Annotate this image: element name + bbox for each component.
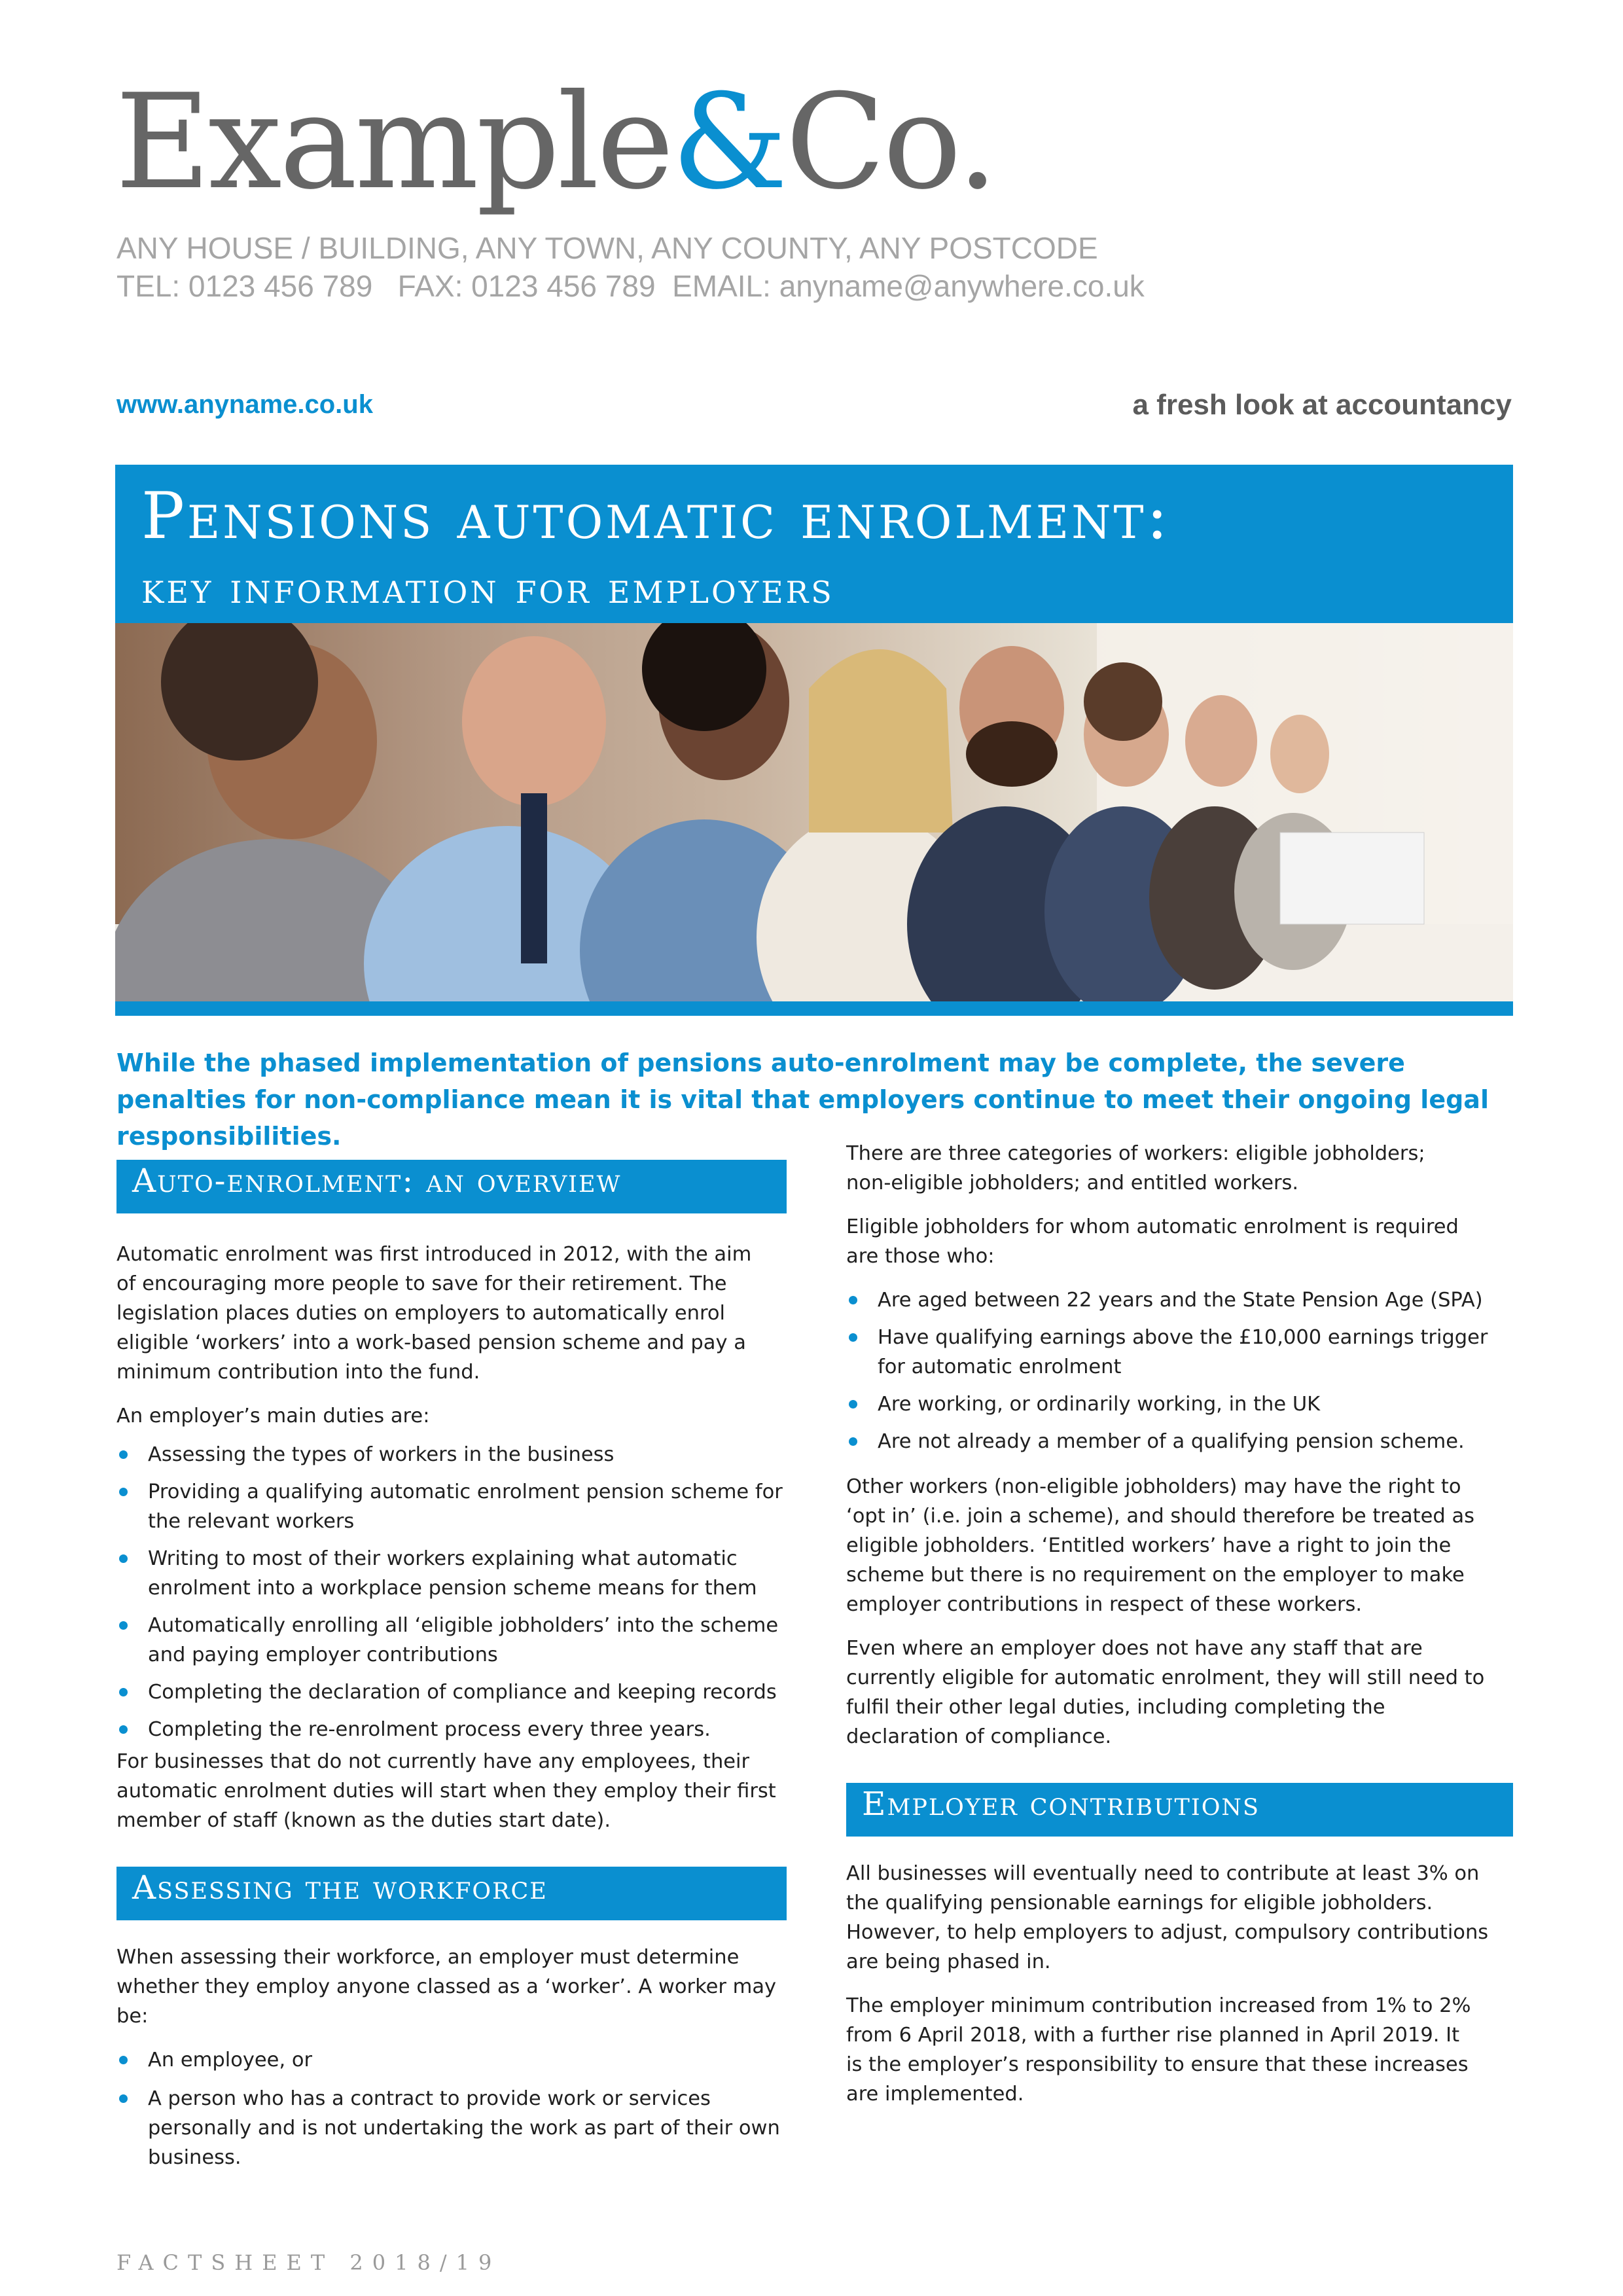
section-heading-contributions	[846, 1783, 1513, 1837]
address-line: ANY HOUSE / BUILDING, ANY TOWN, ANY COUNTY, ANY POSTCODE	[116, 231, 1098, 265]
eligible-list	[846, 1285, 1513, 1456]
list-item: Completing the re-enrolment process every three years.	[116, 1715, 787, 1744]
overview-paragraph-1: Automatic enrolment was first introduced in 2012, with the aim of encouraging more people to save for their retirement. The legislation places duties on employers to automatically enrol eligible ‘workers’ into a work-based pension scheme and pay a minimum contribution into the fund.	[116, 1243, 752, 1384]
page-title: Pensions automatic enrolment:	[141, 479, 1171, 554]
website-link[interactable]: www.anyname.co.uk	[116, 390, 373, 419]
right-column	[846, 1139, 1513, 2109]
section-heading-text: Auto-enrolment: an overview	[132, 1162, 622, 1200]
list-item: Automatically enrolling all ‘eligible jobholders’ into the scheme and paying employer contributions	[116, 1611, 787, 1670]
right-paragraph-6: The employer minimum contribution increased from 1% to 2% from 6 April 2018, with a further rise planned in April 2019. It is the employer’s responsibility to ensure that these increases are implemented.	[846, 1994, 1471, 2106]
list-item: Are working, or ordinarily working, in the UK	[846, 1390, 1513, 1419]
list-item: Are not already a member of a qualifying pension scheme.	[846, 1427, 1513, 1456]
left-column	[116, 1160, 787, 2172]
right-paragraph-1: There are three categories of workers: eligible jobholders; non-eligible jobholders; and entitled workers.	[846, 1142, 1425, 1194]
footer-label: FACTSHEET 2018/19	[116, 2250, 501, 2275]
section-heading-text: Assessing the workforce	[132, 1869, 548, 1907]
workforce-paragraph-1: When assessing their workforce, an employer must determine whether they employ anyone classed as a ‘worker’. A worker may be:	[116, 1946, 777, 2028]
section-heading-overview	[116, 1160, 787, 1213]
list-item: Writing to most of their workers explaining what automatic enrolment into a workplace pension scheme means for them	[116, 1544, 787, 1603]
right-paragraph-5: All businesses will eventually need to contribute at least 3% on the qualifying pensionable earnings for eligible jobholders. However, to help employers to adjust, compulsory contributions are being phased in.	[846, 1862, 1489, 1973]
list-item: Assessing the types of workers in the business	[116, 1440, 787, 1469]
logo-suffix: Co.	[785, 66, 996, 219]
company-address	[116, 229, 1145, 305]
company-logo	[115, 66, 996, 219]
list-item: Providing a qualifying automatic enrolment pension scheme for the relevant workers	[116, 1477, 787, 1536]
page-subtitle: key information for employers	[141, 563, 834, 613]
overview-paragraph-3: For businesses that do not currently have any employees, their automatic enrolment duties will start when they employ their first member of staff (known as the duties start date).	[116, 1750, 776, 1832]
right-paragraph-3: Other workers (non-eligible jobholders) may have the right to ‘opt in’ (i.e. join a scheme), and should therefore be treated as eligible jobholders. ‘Entitled workers’ have a right to join the scheme but there is no requirement on the employer to make employer contributions in respect of these workers.	[846, 1475, 1475, 1616]
intro-paragraph: While the phased implementation of pensions auto-enrolment may be complete, the severe penalties for non-compliance mean it is vital that employers continue to meet their ongoing legal responsibilities.	[116, 1049, 1489, 1151]
list-item: Are aged between 22 years and the State Pension Age (SPA)	[846, 1285, 1513, 1315]
logo-name: Example	[115, 66, 672, 219]
list-item: An employee, or	[116, 2045, 787, 2075]
list-item: A person who has a contract to provide work or services personally and is not undertaking the work as part of their own business.	[116, 2084, 787, 2172]
duties-list	[116, 1440, 787, 1744]
right-paragraph-4: Even where an employer does not have any staff that are currently eligible for automatic enrolment, they will still need to fulfil their other legal duties, including completing the declaration of compliance.	[846, 1637, 1485, 1748]
overview-paragraph-2: An employer’s main duties are:	[116, 1405, 430, 1427]
right-paragraph-2: Eligible jobholders for whom automatic enrolment is required are those who:	[846, 1215, 1459, 1268]
section-heading-text: Employer contributions	[862, 1785, 1260, 1823]
people-illustration	[115, 623, 1513, 1001]
contact-line: TEL: 0123 456 789 FAX: 0123 456 789 EMAIL: anyname@anywhere.co.uk	[116, 269, 1145, 303]
logo-ampersand: &	[671, 66, 786, 219]
list-item: Have qualifying earnings above the £10,000 earnings trigger for automatic enrolment	[846, 1323, 1513, 1382]
section-heading-workforce	[116, 1867, 787, 1920]
tagline: a fresh look at accountancy	[1132, 389, 1512, 421]
list-item: Completing the declaration of compliance and keeping records	[116, 1677, 787, 1707]
photo-accent-bar	[115, 1001, 1513, 1016]
title-banner	[115, 465, 1513, 623]
hero-photo	[115, 623, 1513, 1001]
worker-list	[116, 2045, 787, 2172]
